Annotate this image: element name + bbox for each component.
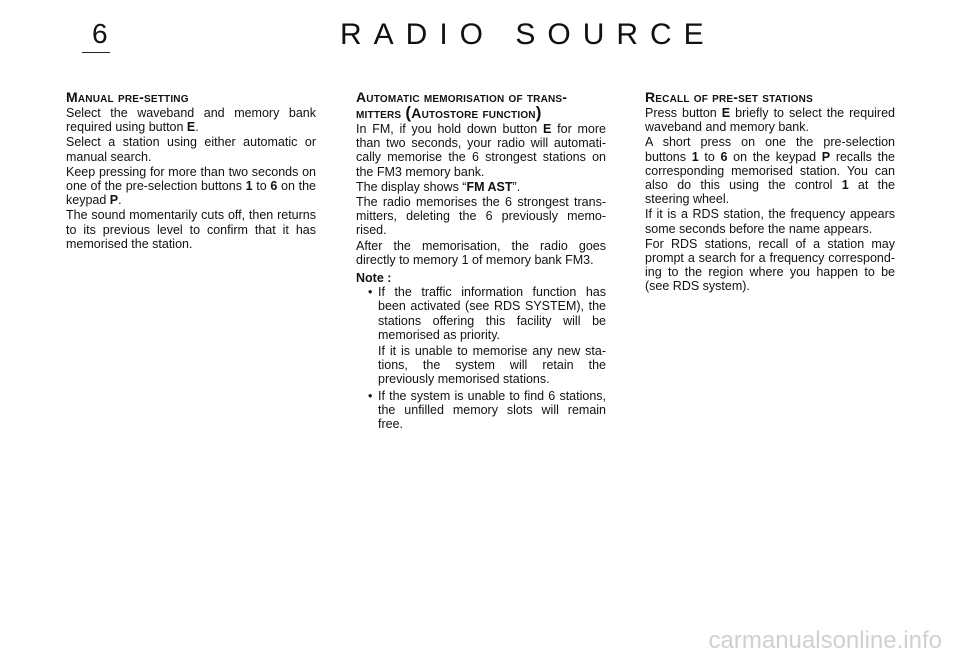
text-run: on the keypad <box>727 149 822 164</box>
text-run: Keep pressing for more than two seconds on one of the pre-selection buttons <box>66 164 316 194</box>
note-text: • If the traffic information function has been activated (see RDS SYSTEM), the stations offering this facility will be memorised as priority. <box>378 285 606 342</box>
button-6-ref: 6 <box>720 149 728 164</box>
manual-paragraph-1 <box>66 106 316 134</box>
text-run: at the steering wheel. <box>645 178 896 207</box>
text-run: A short press on one the pre-selection buttons <box>645 135 895 164</box>
manual-presetting-section <box>66 90 316 252</box>
control-1-ref: 1 <box>841 178 849 193</box>
heading-line-2: mitters <box>356 105 406 121</box>
autostore-paragraph-4: After the memorisation, the radio goes directly to memory 1 of memory bank FM3. <box>356 238 606 267</box>
text-run: to <box>252 179 271 194</box>
recall-paragraph-3: If it is a RDS station, the frequency appears some seconds before the name appears. <box>645 207 895 236</box>
heading-line-1: Automatic memorisation of trans- <box>356 89 568 105</box>
text-run: ”. <box>512 179 521 194</box>
manual-paragraph-4: The sound momentarily cuts off, then returns to its previous level to confirm that it has memorised the station. <box>66 208 316 251</box>
autostore-paragraph-2 <box>356 180 606 194</box>
text-run: The display shows “ <box>356 179 467 194</box>
page-number-underline <box>82 52 110 53</box>
recall-heading: Recall of pre-set stations <box>645 89 813 105</box>
note-label: Note : <box>356 271 392 286</box>
text-run: on the keypad <box>66 179 316 208</box>
recall-paragraph-2 <box>645 135 895 206</box>
display-text-fm-ast: FM AST <box>466 179 513 194</box>
note-text: If it is unable to memorise any new sta-tions, the system will retain the previously memorised stations. <box>378 344 606 387</box>
manual-presetting-heading: Manual pre-setting <box>66 89 189 105</box>
text-run: for more than two seconds, your radio will automati-cally memorise the 6 strongest stations on the FM3 memory bank. <box>356 122 607 179</box>
autostore-heading <box>356 90 606 121</box>
button-6-ref: 6 <box>270 179 278 194</box>
autostore-section <box>356 90 606 433</box>
note-item <box>368 285 606 386</box>
text-run: recalls the corresponding memorised station. You can also do this using the control <box>645 149 896 193</box>
recall-section <box>645 90 895 295</box>
watermark: carmanualsonline.info <box>708 627 942 654</box>
manual-paragraph-2: Select a station using either automatic or manual search. <box>66 135 316 164</box>
text-run: In FM, if you hold down button <box>356 122 544 136</box>
button-e-ref: E <box>186 120 196 135</box>
heading-paren: ) <box>535 103 542 122</box>
text-run: Select the waveband and memory bank required using button <box>66 106 316 135</box>
button-e-ref: E <box>543 122 552 136</box>
recall-paragraph-4: For RDS stations, recall of a station may prompt a search for a frequency correspond-ing to the region where you happen to be (see RDS system). <box>645 236 895 294</box>
keypad-p-ref: P <box>821 149 831 164</box>
button-e-ref: E <box>721 106 731 120</box>
autostore-paragraph-1 <box>356 122 606 179</box>
button-1-ref: 1 <box>691 149 699 164</box>
text-run: . <box>195 120 199 135</box>
page-title: RADIO SOURCE <box>340 18 716 51</box>
keypad-p-ref: P <box>109 193 119 208</box>
text-run: . <box>118 193 122 208</box>
autostore-paragraph-3: The radio memorises the 6 strongest trans-mitters, deleting the 6 previously memo-rised. <box>356 195 606 238</box>
heading-subtitle: Autostore function <box>411 105 536 121</box>
recall-paragraph-1 <box>645 106 895 134</box>
text-run: Press button <box>645 106 722 120</box>
page-number: 6 <box>92 18 108 49</box>
button-1-ref: 1 <box>245 179 253 194</box>
text-run: to <box>698 149 721 164</box>
note-item <box>368 389 606 432</box>
text-run: briefly to select the required waveband and memory bank. <box>645 106 896 135</box>
heading-paren: ( <box>405 103 412 122</box>
note-list <box>356 285 606 431</box>
note-text: • If the system is unable to find 6 stations, the unfilled memory slots will remain free. <box>378 388 606 432</box>
manual-paragraph-3 <box>66 165 316 208</box>
